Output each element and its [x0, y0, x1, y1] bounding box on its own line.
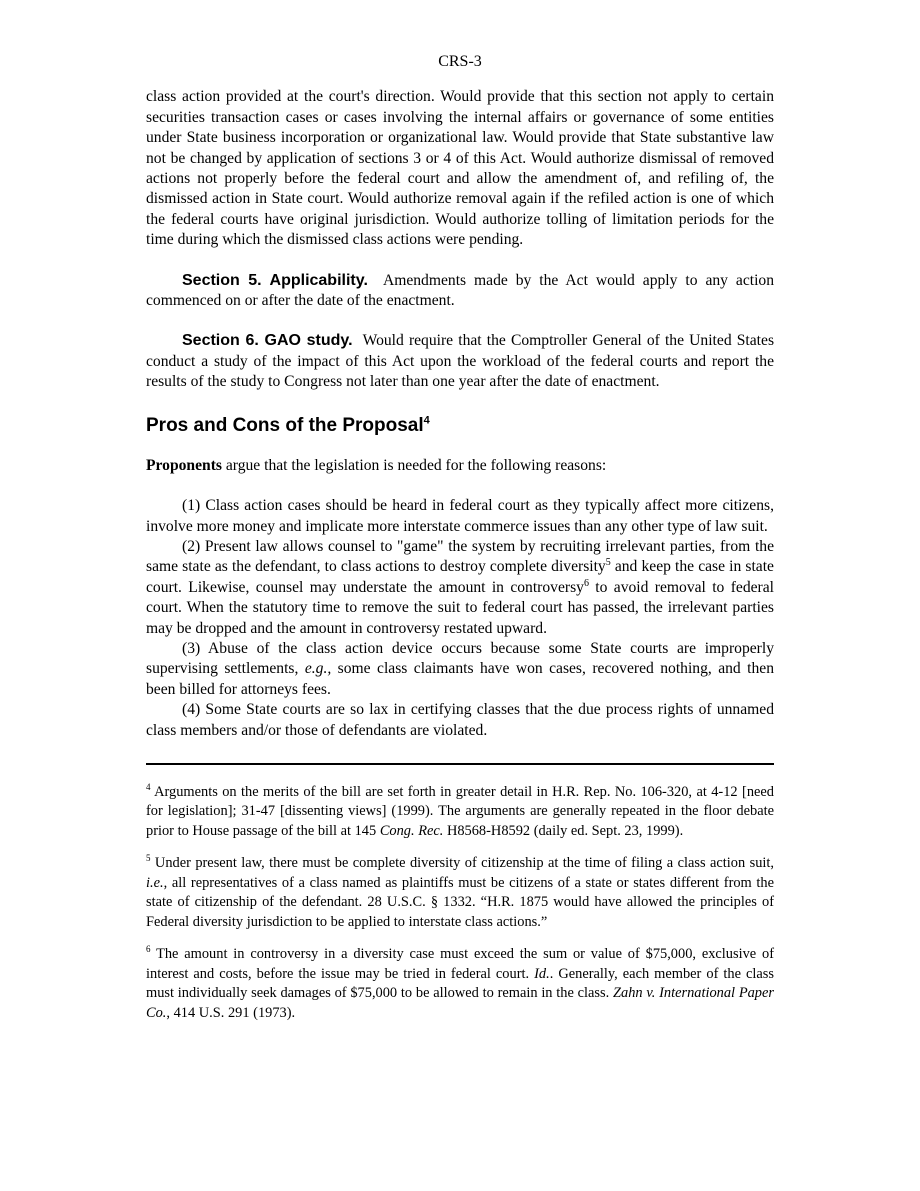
- section-6-text: Would require that the Comptroller General of the United States conduct a study of the impact of this Act upon the workload of the federal courts and report the results of the study to Congress not later than one year after the date of enactment.: [146, 332, 775, 391]
- proponents-paragraph: [146, 456, 774, 476]
- section-6-heading: Section 6. GAO study.: [182, 332, 353, 350]
- section-5-paragraph: [146, 271, 774, 312]
- footnote-ref-5: 5: [605, 557, 611, 569]
- reason-2-text-b: and keep the case in state court. Likewise, counsel may understate the amount in controversy: [146, 558, 774, 596]
- footnote-5-text-a: Under present law, there must be complete diversity of citizenship at the time of filing a class action suit,: [150, 855, 774, 872]
- footnote-5-text-b: , all representatives of a class named as plaintiffs must be citizens of a state or states different from the state of citizenship of the defendant. 28 U.S.C. § 1332. “H.R. 1875 would have allowed the principles of Federal diversity jurisdiction to be applied to interstate class actions.”: [146, 874, 774, 930]
- footnote-5-italic: i.e.: [146, 874, 164, 891]
- reason-3-text-a: (3) Abuse of the class action device occurs because some State courts are improperly supervising settlements,: [146, 639, 774, 678]
- footnote-4-number: 4: [146, 782, 151, 793]
- reason-2-text-c: to avoid removal to federal court. When the statutory time to remove the suit to federal court has passed, the irrelevant parties may be dropped and the amount in controversy restated upward.: [146, 578, 774, 637]
- proponents-text: argue that the legislation is needed for the following reasons:: [221, 456, 607, 474]
- footnote-6-text-c: , 414 U.S. 291 (1973).: [166, 1004, 296, 1021]
- reason-4: (4) Some State courts are so lax in certifying classes that the due process rights of unnamed class members and/or those of defendants are violated.: [146, 701, 774, 739]
- proponents-label: Proponents: [146, 456, 222, 474]
- section-5-text: Amendments made by the Act would apply to any action commenced on or after the date of the enactment.: [146, 271, 775, 310]
- document-page: [146, 52, 774, 1036]
- footnote-5-number: 5: [146, 853, 151, 864]
- section-5-heading: Section 5. Applicability.: [182, 271, 368, 289]
- footnote-6-text-b: . Generally, each member of the class must individually seek damages of $75,000 to be allowed to remain in the class.: [146, 965, 774, 1002]
- footnote-4-italic: Cong. Rec.: [379, 822, 444, 839]
- intro-paragraph: class action provided at the court's direction. Would provide that this section not apply to certain securities transaction cases or cases involving the internal affairs or governance of some entities under State business incorporation or organizational law. Would provide that State substantive law not be changed by application of sections 3 or 4 of this Act. Would authorize dismissal of removed actions not properly before the federal court and allow the amendment of, and refiling of, the dismissed action in State court. Would authorize removal again if the refiled action is one of which the federal courts have original jurisdiction. Would authorize tolling of limitation periods for the time during which the dismissed class actions were pending.: [146, 88, 774, 249]
- reason-2: [146, 537, 774, 639]
- footnote-5: [146, 854, 774, 932]
- footnote-4: [146, 783, 774, 842]
- reason-3-italic: e.g.,: [304, 660, 332, 678]
- footnote-6-italic-id: Id.: [534, 965, 550, 982]
- footnote-ref-6: 6: [583, 577, 589, 589]
- reason-1: (1) Class action cases should be heard in federal court as they typically affect more citizens, involve more money and implicate more interstate commerce issues than any other type of law suit.: [146, 497, 774, 535]
- page-header: CRS-3: [438, 53, 482, 70]
- footnote-4-text-a: Arguments on the merits of the bill are set forth in greater detail in H.R. Rep. No. 106-320, at 4-12 [need for legislation]; 31-47 [dissenting views] (1999). The arguments are generally repeated in the floor debate prior to House passage of the bill at 145: [146, 783, 774, 839]
- footnote-6-italic-case: Zahn v. International Paper Co.: [146, 985, 774, 1021]
- section-6-paragraph: [146, 331, 774, 392]
- footnote-ref-4: 4: [423, 414, 430, 427]
- pros-cons-title: Pros and Cons of the Proposal: [146, 414, 424, 436]
- footnote-divider: [146, 763, 774, 765]
- reason-2-text-a: (2) Present law allows counsel to "game" the system by recruiting irrelevant parties, from the same state as the defendant, to class actions to destroy complete diversity: [146, 537, 774, 576]
- footnote-4-text-b: H8568-H8592 (daily ed. Sept. 23, 1999).: [443, 822, 684, 839]
- pros-cons-heading: [146, 414, 774, 438]
- reason-3: [146, 639, 774, 700]
- footnote-6-text-a: The amount in controversy in a diversity case must exceed the sum or value of $75,000, exclusive of interest and costs, before the issue may be tried in federal court.: [146, 946, 774, 982]
- footnote-6-number: 6: [146, 944, 151, 955]
- footnote-6: [146, 945, 774, 1023]
- reason-3-text-b: some class claimants have won cases, recovered nothing, and then been billed for attorneys fees.: [146, 660, 774, 698]
